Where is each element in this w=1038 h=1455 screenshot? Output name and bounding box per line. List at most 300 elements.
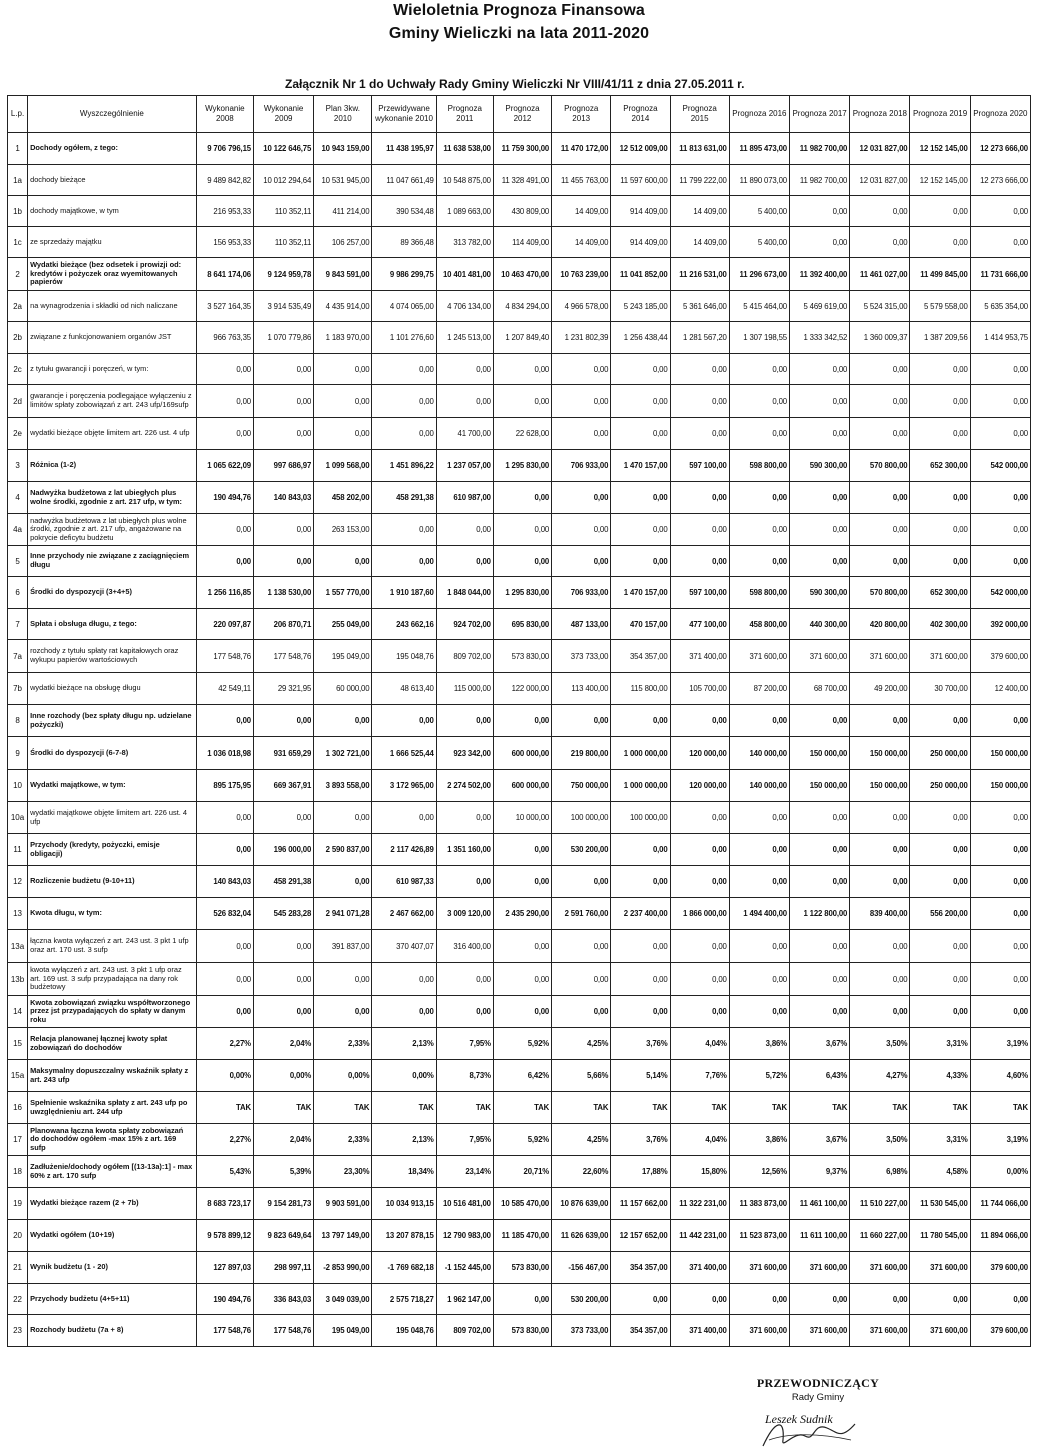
- value-cell: 4,04%: [670, 1124, 729, 1156]
- value-cell: 0,00: [196, 930, 253, 963]
- value-cell: 11 744 066,00: [970, 1188, 1030, 1220]
- value-cell: 354 357,00: [611, 1315, 670, 1347]
- value-cell: 2,13%: [372, 1124, 436, 1156]
- value-cell: 1 036 018,98: [196, 737, 253, 770]
- value-cell: 542 000,00: [970, 577, 1030, 609]
- value-cell: 3 893 558,00: [314, 770, 372, 802]
- row-number: 1b: [8, 196, 28, 227]
- value-cell: 0,00: [789, 834, 849, 866]
- value-cell: 11 780 545,00: [910, 1220, 970, 1252]
- row-description: Wydatki majątkowe, w tym:: [28, 770, 197, 802]
- value-cell: 0,00: [729, 866, 789, 898]
- value-cell: 371 600,00: [850, 1252, 910, 1284]
- row-number: 7a: [8, 640, 28, 673]
- value-cell: 12 790 983,00: [436, 1220, 493, 1252]
- value-cell: 420 800,00: [850, 609, 910, 640]
- value-cell: 750 000,00: [552, 770, 611, 802]
- value-cell: 0,00: [850, 227, 910, 258]
- value-cell: 100 000,00: [611, 802, 670, 834]
- value-cell: 0,00: [436, 996, 493, 1028]
- value-cell: 13 207 878,15: [372, 1220, 436, 1252]
- row-description: Przychody (kredyty, pożyczki, emisje obligacji): [28, 834, 197, 866]
- value-cell: 1 387 209,56: [910, 322, 970, 354]
- value-cell: 0,00: [670, 1284, 729, 1315]
- value-cell: 22 628,00: [493, 418, 551, 450]
- value-cell: 0,00: [789, 866, 849, 898]
- value-cell: 0,00: [253, 514, 313, 546]
- value-cell: 0,00: [253, 996, 313, 1028]
- value-cell: 41 700,00: [436, 418, 493, 450]
- value-cell: 150 000,00: [850, 737, 910, 770]
- value-cell: 20,71%: [493, 1156, 551, 1188]
- value-cell: 105 700,00: [670, 673, 729, 705]
- value-cell: 4,58%: [910, 1156, 970, 1188]
- value-cell: 10 122 646,75: [253, 133, 313, 165]
- table-row: [8, 133, 1031, 165]
- value-cell: 150 000,00: [850, 770, 910, 802]
- header-year-column: Plan 3kw. 2010: [314, 96, 372, 133]
- value-cell: 0,00: [552, 418, 611, 450]
- value-cell: 11 438 195,97: [372, 133, 436, 165]
- row-number: 2c: [8, 354, 28, 385]
- row-description: Wynik budżetu (1 - 20): [28, 1252, 197, 1284]
- value-cell: 8 641 174,06: [196, 258, 253, 291]
- value-cell: 0,00: [493, 546, 551, 577]
- value-cell: 0,00: [611, 354, 670, 385]
- value-cell: TAK: [789, 1092, 849, 1124]
- value-cell: 0,00: [436, 514, 493, 546]
- value-cell: 371 400,00: [670, 1315, 729, 1347]
- value-cell: 600 000,00: [493, 737, 551, 770]
- value-cell: 298 997,11: [253, 1252, 313, 1284]
- value-cell: 590 300,00: [789, 450, 849, 482]
- value-cell: 87 200,00: [729, 673, 789, 705]
- value-cell: 0,00: [970, 1284, 1030, 1315]
- value-cell: 545 283,28: [253, 898, 313, 930]
- value-cell: 120 000,00: [670, 737, 729, 770]
- value-cell: 379 600,00: [970, 1252, 1030, 1284]
- value-cell: 923 342,00: [436, 737, 493, 770]
- value-cell: 156 953,33: [196, 227, 253, 258]
- value-cell: 0,00: [970, 196, 1030, 227]
- value-cell: 0,00: [436, 802, 493, 834]
- value-cell: 1 138 530,00: [253, 577, 313, 609]
- value-cell: 190 494,76: [196, 482, 253, 514]
- value-cell: 195 049,00: [314, 1315, 372, 1347]
- value-cell: 5,66%: [552, 1060, 611, 1092]
- value-cell: 122 000,00: [493, 673, 551, 705]
- value-cell: 1 295 830,00: [493, 450, 551, 482]
- value-cell: 8,73%: [436, 1060, 493, 1092]
- value-cell: 110 352,11: [253, 227, 313, 258]
- value-cell: 1 183 970,00: [314, 322, 372, 354]
- table-row: [8, 963, 1031, 996]
- value-cell: 0,00: [670, 996, 729, 1028]
- table-row: [8, 1188, 1031, 1220]
- table-row: [8, 196, 1031, 227]
- value-cell: 195 048,76: [372, 1315, 436, 1347]
- row-description: z tytułu gwarancji i poręczeń, w tym:: [28, 354, 197, 385]
- value-cell: 0,00: [611, 866, 670, 898]
- table-row: [8, 227, 1031, 258]
- value-cell: 127 897,03: [196, 1252, 253, 1284]
- value-cell: 2,04%: [253, 1028, 313, 1060]
- value-cell: 14 409,00: [552, 227, 611, 258]
- value-cell: 0,00: [670, 418, 729, 450]
- value-cell: 150 000,00: [970, 737, 1030, 770]
- value-cell: 0,00: [552, 963, 611, 996]
- value-cell: 695 830,00: [493, 609, 551, 640]
- value-cell: 243 662,16: [372, 609, 436, 640]
- value-cell: 206 870,71: [253, 609, 313, 640]
- value-cell: 1 122 800,00: [789, 898, 849, 930]
- header-year-column: Prognoza 2019: [910, 96, 970, 133]
- value-cell: 0,00: [850, 418, 910, 450]
- value-cell: 3,76%: [611, 1124, 670, 1156]
- row-number: 8: [8, 705, 28, 737]
- value-cell: 354 357,00: [611, 1252, 670, 1284]
- header-year-column: Prognoza 2018: [850, 96, 910, 133]
- value-cell: 14 409,00: [552, 196, 611, 227]
- table-row: [8, 770, 1031, 802]
- table-row: [8, 737, 1031, 770]
- value-cell: 0,00: [493, 482, 551, 514]
- value-cell: 0,00: [196, 514, 253, 546]
- value-cell: 3 914 535,49: [253, 291, 313, 322]
- value-cell: 11 813 631,00: [670, 133, 729, 165]
- value-cell: 598 800,00: [729, 450, 789, 482]
- value-cell: 652 300,00: [910, 450, 970, 482]
- value-cell: 0,00: [611, 514, 670, 546]
- row-description: Maksymalny dopuszczalny wskaźnik spłaty z art. 243 ufp: [28, 1060, 197, 1092]
- value-cell: 5 400,00: [729, 196, 789, 227]
- value-cell: 652 300,00: [910, 577, 970, 609]
- value-cell: 4,25%: [552, 1028, 611, 1060]
- row-description: Relacja planowanej łącznej kwoty spłat zobowiązań do dochodów: [28, 1028, 197, 1060]
- value-cell: 9 986 299,75: [372, 258, 436, 291]
- value-cell: 3,50%: [850, 1124, 910, 1156]
- row-number: 2d: [8, 385, 28, 418]
- table-row: [8, 1315, 1031, 1347]
- value-cell: 430 809,00: [493, 196, 551, 227]
- row-description: dochody majątkowe, w tym: [28, 196, 197, 227]
- value-cell: 140 843,03: [196, 866, 253, 898]
- value-cell: 6,43%: [789, 1060, 849, 1092]
- value-cell: 0,00: [910, 963, 970, 996]
- value-cell: 0,00: [372, 418, 436, 450]
- value-cell: 0,00: [253, 354, 313, 385]
- value-cell: 2 941 071,28: [314, 898, 372, 930]
- row-description: Planowana łączna kwota spłaty zobowiązań do dochodów ogółem -max 15% z art. 169 sufp: [28, 1124, 197, 1156]
- value-cell: 0,00: [910, 385, 970, 418]
- value-cell: 10 763 239,00: [552, 258, 611, 291]
- value-cell: 5 243 185,00: [611, 291, 670, 322]
- value-cell: 5,72%: [729, 1060, 789, 1092]
- value-cell: 10 516 481,00: [436, 1188, 493, 1220]
- value-cell: 0,00: [970, 227, 1030, 258]
- row-number: 2a: [8, 291, 28, 322]
- value-cell: 9 489 842,82: [196, 165, 253, 196]
- row-number: 14: [8, 996, 28, 1028]
- row-number: 4a: [8, 514, 28, 546]
- header-year-column: Prognoza 2016: [729, 96, 789, 133]
- row-description: Różnica (1-2): [28, 450, 197, 482]
- value-cell: 0,00: [789, 227, 849, 258]
- value-cell: 0,00: [493, 866, 551, 898]
- value-cell: 3,86%: [729, 1028, 789, 1060]
- value-cell: 177 548,76: [196, 640, 253, 673]
- value-cell: 12 512 009,00: [611, 133, 670, 165]
- value-cell: 1 000 000,00: [611, 770, 670, 802]
- value-cell: 9 154 281,73: [253, 1188, 313, 1220]
- value-cell: 0,00: [670, 354, 729, 385]
- value-cell: 11 523 873,00: [729, 1220, 789, 1252]
- value-cell: 10 531 945,00: [314, 165, 372, 196]
- value-cell: 0,00: [789, 354, 849, 385]
- value-cell: 2,33%: [314, 1124, 372, 1156]
- value-cell: 1 351 160,00: [436, 834, 493, 866]
- header-year-column: Prognoza 2012: [493, 96, 551, 133]
- value-cell: 411 214,00: [314, 196, 372, 227]
- value-cell: 106 257,00: [314, 227, 372, 258]
- value-cell: 0,00: [910, 418, 970, 450]
- value-cell: 0,00%: [253, 1060, 313, 1092]
- value-cell: 1 089 663,00: [436, 196, 493, 227]
- value-cell: 1 302 721,00: [314, 737, 372, 770]
- value-cell: 10 401 481,00: [436, 258, 493, 291]
- value-cell: 0,00: [850, 930, 910, 963]
- row-number: 15: [8, 1028, 28, 1060]
- value-cell: 11 895 473,00: [729, 133, 789, 165]
- value-cell: 0,00: [670, 385, 729, 418]
- value-cell: 9 823 649,64: [253, 1220, 313, 1252]
- value-cell: 7,95%: [436, 1124, 493, 1156]
- value-cell: 371 600,00: [910, 1252, 970, 1284]
- value-cell: 195 048,76: [372, 640, 436, 673]
- value-cell: 9,37%: [789, 1156, 849, 1188]
- value-cell: 470 157,00: [611, 609, 670, 640]
- value-cell: 487 133,00: [552, 609, 611, 640]
- table-row: [8, 1092, 1031, 1124]
- handwritten-signature-icon: [755, 1410, 865, 1452]
- row-description: związane z funkcjonowaniem organów JST: [28, 322, 197, 354]
- value-cell: 4,27%: [850, 1060, 910, 1092]
- value-cell: 530 200,00: [552, 1284, 611, 1315]
- table-row: [8, 1060, 1031, 1092]
- document-title: Wieloletnia Prognoza Finansowa: [393, 2, 645, 19]
- value-cell: 371 400,00: [670, 1252, 729, 1284]
- value-cell: 373 733,00: [552, 1315, 611, 1347]
- value-cell: 0,00: [910, 546, 970, 577]
- signature-title: PRZEWODNICZĄCY: [756, 1376, 880, 1390]
- value-cell: 3,19%: [970, 1124, 1030, 1156]
- value-cell: 0,00: [729, 705, 789, 737]
- value-cell: 1 256 116,85: [196, 577, 253, 609]
- value-cell: 0,00: [552, 866, 611, 898]
- table-row: [8, 418, 1031, 450]
- value-cell: 0,00: [314, 866, 372, 898]
- value-cell: 1 099 568,00: [314, 450, 372, 482]
- value-cell: 0,00: [910, 930, 970, 963]
- value-cell: 0,00: [970, 546, 1030, 577]
- value-cell: 0,00: [196, 546, 253, 577]
- value-cell: 11 894 066,00: [970, 1220, 1030, 1252]
- value-cell: 1 101 276,60: [372, 322, 436, 354]
- value-cell: 10 876 639,00: [552, 1188, 611, 1220]
- value-cell: 839 400,00: [850, 898, 910, 930]
- value-cell: 0,00: [314, 546, 372, 577]
- value-cell: 5 415 464,00: [729, 291, 789, 322]
- value-cell: 5 400,00: [729, 227, 789, 258]
- value-cell: 0,00: [970, 834, 1030, 866]
- row-description: łączna kwota wyłączeń z art. 243 ust. 3 pkt 1 ufp oraz art. 170 ust. 3 sufp: [28, 930, 197, 963]
- value-cell: 11 759 300,00: [493, 133, 551, 165]
- value-cell: 29 321,95: [253, 673, 313, 705]
- value-cell: 316 400,00: [436, 930, 493, 963]
- value-cell: 2 591 760,00: [552, 898, 611, 930]
- row-description: wydatki majątkowe objęte limitem art. 226 ust. 4 ufp: [28, 802, 197, 834]
- row-number: 17: [8, 1124, 28, 1156]
- value-cell: 89 366,48: [372, 227, 436, 258]
- value-cell: 0,00: [372, 514, 436, 546]
- value-cell: TAK: [196, 1092, 253, 1124]
- value-cell: 0,00: [789, 514, 849, 546]
- value-cell: 0,00: [436, 546, 493, 577]
- value-cell: 1 910 187,60: [372, 577, 436, 609]
- value-cell: 0,00: [789, 385, 849, 418]
- value-cell: 115 000,00: [436, 673, 493, 705]
- value-cell: 0,00: [670, 930, 729, 963]
- value-cell: 1 207 849,40: [493, 322, 551, 354]
- value-cell: 6,42%: [493, 1060, 551, 1092]
- table-row: [8, 165, 1031, 196]
- table-row: [8, 705, 1031, 737]
- row-number: 22: [8, 1284, 28, 1315]
- table-row: [8, 514, 1031, 546]
- row-description: na wynagrodzenia i składki od nich naliczane: [28, 291, 197, 322]
- value-cell: 220 097,87: [196, 609, 253, 640]
- value-cell: 0,00: [670, 705, 729, 737]
- value-cell: 0,00: [970, 418, 1030, 450]
- value-cell: 556 200,00: [910, 898, 970, 930]
- table-row: [8, 802, 1031, 834]
- value-cell: 60 000,00: [314, 673, 372, 705]
- value-cell: 3,67%: [789, 1028, 849, 1060]
- value-cell: 0,00: [670, 866, 729, 898]
- forecast-table: [7, 95, 1031, 1347]
- value-cell: 0,00: [372, 354, 436, 385]
- value-cell: 3,31%: [910, 1124, 970, 1156]
- table-row: [8, 546, 1031, 577]
- value-cell: 0,00: [670, 802, 729, 834]
- row-number: 1: [8, 133, 28, 165]
- value-cell: 390 534,48: [372, 196, 436, 227]
- value-cell: 0,00: [970, 898, 1030, 930]
- value-cell: 0,00: [436, 963, 493, 996]
- row-description: wydatki bieżące na obsługę długu: [28, 673, 197, 705]
- value-cell: 570 800,00: [850, 450, 910, 482]
- value-cell: 706 933,00: [552, 577, 611, 609]
- value-cell: 17,88%: [611, 1156, 670, 1188]
- value-cell: 895 175,95: [196, 770, 253, 802]
- value-cell: 0,00: [850, 1284, 910, 1315]
- value-cell: 11 383 873,00: [729, 1188, 789, 1220]
- table-row: [8, 482, 1031, 514]
- value-cell: 0,00: [253, 963, 313, 996]
- value-cell: 4,25%: [552, 1124, 611, 1156]
- value-cell: 0,00: [850, 996, 910, 1028]
- value-cell: TAK: [372, 1092, 436, 1124]
- value-cell: TAK: [970, 1092, 1030, 1124]
- value-cell: 313 782,00: [436, 227, 493, 258]
- value-cell: 0,00: [436, 866, 493, 898]
- value-cell: 0,00: [372, 802, 436, 834]
- value-cell: 526 832,04: [196, 898, 253, 930]
- row-number: 2b: [8, 322, 28, 354]
- value-cell: 0,00: [253, 802, 313, 834]
- header-year-column: Prognoza 2017: [789, 96, 849, 133]
- value-cell: TAK: [314, 1092, 372, 1124]
- row-description: Spłata i obsługa długu, z tego:: [28, 609, 197, 640]
- row-number: 6: [8, 577, 28, 609]
- value-cell: 2,13%: [372, 1028, 436, 1060]
- table-header-row: [8, 96, 1031, 133]
- table-row: [8, 354, 1031, 385]
- value-cell: 600 000,00: [493, 770, 551, 802]
- value-cell: 0,00: [611, 1284, 670, 1315]
- value-cell: 0,00: [789, 802, 849, 834]
- value-cell: 10 034 913,15: [372, 1188, 436, 1220]
- header-lp: L.p.: [8, 96, 28, 133]
- row-number: 7: [8, 609, 28, 640]
- signature-subtitle: Rady Gminy: [791, 1392, 845, 1403]
- value-cell: 573 830,00: [493, 1315, 551, 1347]
- value-cell: 1 360 009,37: [850, 322, 910, 354]
- header-year-column: Wykonanie 2008: [196, 96, 253, 133]
- value-cell: 590 300,00: [789, 577, 849, 609]
- value-cell: 0,00: [970, 385, 1030, 418]
- value-cell: 5 524 315,00: [850, 291, 910, 322]
- value-cell: 140 843,03: [253, 482, 313, 514]
- value-cell: 140 000,00: [729, 737, 789, 770]
- value-cell: 0,00: [729, 546, 789, 577]
- value-cell: 48 613,40: [372, 673, 436, 705]
- row-description: Dochody ogółem, z tego:: [28, 133, 197, 165]
- value-cell: 7,76%: [670, 1060, 729, 1092]
- value-cell: 0,00: [729, 514, 789, 546]
- value-cell: 9 578 899,12: [196, 1220, 253, 1252]
- value-cell: 0,00: [493, 930, 551, 963]
- row-number: 2: [8, 258, 28, 291]
- value-cell: 10 943 159,00: [314, 133, 372, 165]
- row-number: 13a: [8, 930, 28, 963]
- value-cell: 1 295 830,00: [493, 577, 551, 609]
- value-cell: 3,86%: [729, 1124, 789, 1156]
- value-cell: 12 031 827,00: [850, 133, 910, 165]
- value-cell: 4 966 578,00: [552, 291, 611, 322]
- value-cell: TAK: [910, 1092, 970, 1124]
- value-cell: 0,00: [196, 418, 253, 450]
- row-number: 20: [8, 1220, 28, 1252]
- value-cell: 371 600,00: [729, 640, 789, 673]
- value-cell: 11 638 538,00: [436, 133, 493, 165]
- value-cell: 0,00: [789, 930, 849, 963]
- value-cell: 809 702,00: [436, 1315, 493, 1347]
- value-cell: 0,00: [314, 963, 372, 996]
- value-cell: 0,00: [910, 227, 970, 258]
- value-cell: 570 800,00: [850, 577, 910, 609]
- value-cell: 371 600,00: [910, 1315, 970, 1347]
